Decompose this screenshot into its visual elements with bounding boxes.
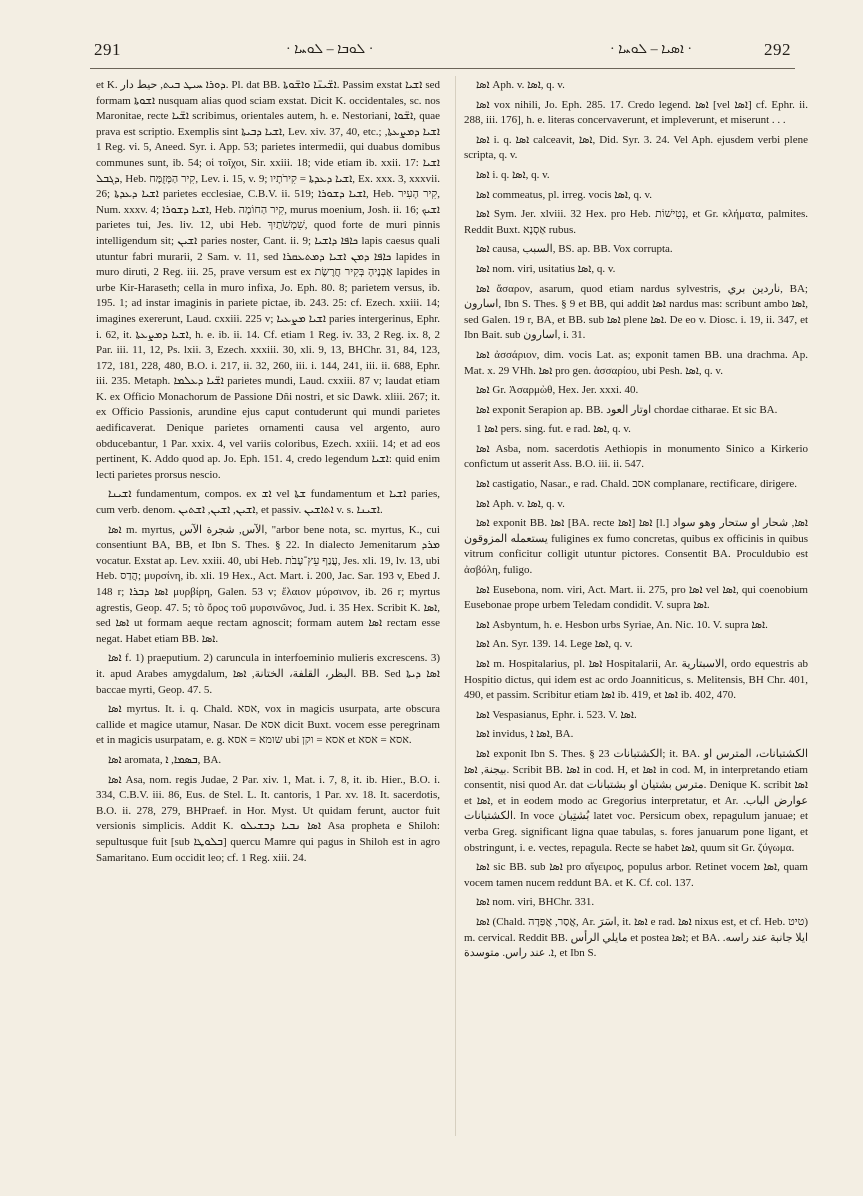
column-divider: [455, 76, 456, 1136]
entry-paragraph: ܐܣܐ Vespasianus, Ephr. i. 523. V. ܐܣܐ.: [476, 708, 637, 721]
entry-paragraph: ܐܣܐ nom. viri, usitatius ܐܣܐ, q. v.: [476, 262, 616, 275]
entry-paragraph: ܐܣܐ causa, السبب, BS. ap. BB. Vox corrupta.: [476, 243, 673, 256]
entry-paragraph: ܐܣܐ m. myrtus, الآس, شجرة الآس, "arbor bene nota, sc. myrtus, K., cui consentiunt BA, BB, et Ibn S. Thes. § 22. In dialecto Jemenitarum ܡܪܕ vocatur. Exstat ap. Lev. xxiii. 40, ubi Heb. עֲנַף עֵץ־עָבֹת, Jes. xli. 19, lv. 13, ubi Heb. הֲדַס; μυρσίνη, ib. xli. 19 Hex., Act. Mart. i. 200, Jac. Sar. 193 v, Ebed J. 148 r; ܐܣܐ ܕܒܪܐ μυρβίρη, Galen. 53 v; ἔλαιον μύρσινον, ib. 26 r; myrtus agrestis, Geop. 47. 5; τὸ ὄρος τοῦ μυρσινῶνος, Jud. i. 35 Hex. Scribit K. ܐܣܐ, sed ܐܣܐ ut formam aeque rectam agnoscit; formam autem ܐܣܐ rectam esse negat. Habet etiam BB. ܐܣܐ.: [96, 523, 441, 645]
entry-paragraph: ܐܣܐ castigatio, Nasar., e rad. Chald. אסב complanare, rectificare, dirigere.: [476, 478, 798, 491]
entry-paragraph: ܐܣܐ myrtus. It. i. q. Chald. אסא, vox in magicis usurpata, arte obscura callide et magice utamur, Nasar. De אסא dicit Buxt. vocem esse peregrinam et in magicis usurpatam, e. g. שומא = אסא ubi אסא = וקן et אסא = אסא.: [96, 703, 440, 747]
header-rule: [90, 68, 795, 69]
entry-paragraph: ܐܫܝܢܐ fundamentum, compos. ex ܐܫ vel ܫܬܐ fundamentum et ܐܫܝܐ paries, cum verb. denom. ܐܫܝܢ, ܐܫܝܢ, ܐܫܬܝܢ, et passiv. ܐܬܐܫܝܢ v. s. ܐܫܝܢܐ.: [96, 488, 440, 517]
right-running-head: · ܐܣܝܐ – ܠܘܚܐ ·: [610, 42, 693, 57]
entry-paragraph: ܐܣܐ Eusebona, nom. viri, Act. Mart. ii. 275, pro ܐܣܐ vel ܐܣܐ, qui coenobium Eusebonae prope urbem Teledam condidit. V. supra ܐܣܐ.: [464, 583, 808, 612]
entry-paragraph: ܐܣܐ exponit Ibn S. Thes. § 23 الكشتبانات; it. BA. الكشتبانات، المترس او بيجنة, ܐܣܐ. Scribit BB. ܐܣܐ in cod. H, et ܐܣܐ in cod. M, in interpretando etiam consentit, nisi quod Ar. dat مترس بشتيان او بشتبانات. Denique K. scribit ܐܣܐ et ܐܣܐ, et in eodem modo ac Gregorius interpretatur, et Ar. عوارض الباب. الكشتبانات. In voce بُشتِبان latet voc. Persicum obex, repagulum januae; et verba Greg. significant ligna quae tabulas, s. fores januarum pone ligant, et obstringunt, i. e. vectes, repagula. Recte se habet ܐܣܐ, quum sit Gr. ζύγωμα.: [464, 747, 809, 854]
entry-paragraph: ܐܣܐ Gr. Ἀσαρμὼθ, Hex. Jer. xxxi. 40.: [476, 384, 639, 397]
left-page-number: 291: [94, 40, 121, 59]
entry-paragraph: ܐܣܐ exponit BB. ܐܣܐ [BA. recte ܐܣܐ] ܐܣܐ [l.] ܐܣܐ, شحار او ستحار وهو سواد يستعمله المزوقون fuligines ex fumo concretas, quibus ex officinis in quibus vitrum conficitur colligit utuntur pictores. Consentit BA. Proculdubio est ἀσβόλη, fuligo.: [464, 517, 808, 577]
entry-paragraph: ܐܣܐ commeatus, pl. irreg. vocis ܐܣܐ, q. v.: [476, 188, 652, 201]
entry-paragraph: et K. ܕܘܪܐ ܚܝܛ ܒܝܬ, حيط دار. Pl. dat BB. ܐܫ̈ܝܢ̈ܐ ܘܐܫ̈ܘܬܐ. Passim exstat ܐܫܝܐ sed formam ܐܫܘܬܐ nusquam alias quod sciam exstat. Dicit K. occidentales, sc. nos Maronitae, recte ܐܫ̈ܝܐ scribimus, orientales autem, h. e. Nestoriani, ܐܫ̈ܘܐ, quae prava est scriptio. Exemplis sint ܐܫܝܐ ܕܒܝܬܐ, Lev. xiv. 37, 40, etc.; ܐܫܝܐ ܕܡܨܥܬܐ, 1 Reg. vi. 5, Aneed. Syr. i. App. 53; parietes intermedii, qui duabus domibus communes sunt, ib. 54; οἱ τοῖχοι, Sir. xxiii. 18; vide etiam ib. xxii. 17: ܐܫܝܐ ܕܓܒܠ, Heb. קִיר הַמְּזֻמָּח, Lev. i. 15, v. 9; ܐܫܝܐ ܕܥܕܬܐ = קִירֹתָיו, Ex. xxx. 3, xxxvii. 26; ܐܫܝܐ ܕܥܕܬܐ parietes ecclesiae, C.B.V. ii. 519; ܐܫܝܐ ܕܫܘܪܐ, Heb. קִיר הָעִיר, Num. xxxv. 4; ܐܫܝܐ ܕܫܘܪܐ, Heb. קִיר הַחוֹמָה, murus moenium, Josh. ii. 16; ܐܫܝܟ parietes tui, Jes. liv. 12, ubi Heb. שִׁמְשֹׁתַיִךְ, quod forte de muri pinnis intelligendum sit; ܐܫܝܢ paries noster, Cant. ii. 9; ܟܐܦܐ ܕܐܫܝܐ lapis caesus quali utuntur fabri murarii, 2 Sam. v. 11, sed ܟܐܦܐ ܕܡܢ ܐܫܝܐ ܕܡܬܥܩܪܐ lapides in muro diruti, 2 Reg. iii. 25, prave versum est ex אַבְנֶיהָ בְּקִיר חֲרֶשֶׂת lapides in urbe Kir-Haraseth; cella in muro infixa, Jo. Eph. 80. 8; parietem versus, ib. 195. 1; ad instar imaginis in pariete pictae, ib. 243. 25: cf. Ezech. xxiii. 14; imagines exererunt, Laud. cxxiii. 225 v; ܐܫܝܐ ܡܨܥܝܐ paries intergerinus, Ephr. i. 62, it. ܐܫܝܐ ܕܡܨܥܬܐ, h. e. ib. ii. 14. Cf. etiam 1 Reg. iv. 33, 2 Reg. ix. 8, 2 Par. iii. 11, 12, Ps. lxii. 3, Ezech. xxxiii. 30, xli. 9, 13, BHChr. 31, 84, 123, 172, 181, 228, 480, B.O. i. 217, ii. 32, 260, iii. i. 144, 241, iii. ii. 688, Ephr. iii. 235. Metaph. ܐܫ̈ܝܐ ܕܥܠܡܐ parietes mundi, Laud. cxxiii. 87 v; laudat etiam K. ex Officio Monachorum de Passione Dñi nostri, et sic Dawk. xliii. 267; it. ex Officio Passionis, arundine ejus caput contuderunt qui mundi parietes aedificaverat. Denique parietes ornamenti causa vel argento, auro obducebantur, 1 Par. xxix. 4, vel variis coloribus, Ezech. xxiii. 14; et ad eos pertinent, K. Addo quod ap. Jo. Eph. 151. 4, credo legendum ܐܫܝܐ: quid enim lecti parietes prorsus nescio.: [96, 79, 441, 481]
entry-paragraph: ܐܣܐ sic BB. sub ܐܣܐ pro αἴγειρος, populus arbor. Retinet vocem ܐܣܐ, quam vocem tamen nucem reddunt BA. et K. Cf. col. 137.: [464, 861, 808, 889]
entry-paragraph: ܐܣܐ An. Syr. 139. 14. Lege ܐܣܐ, q. v.: [476, 638, 633, 651]
left-column: [96, 78, 440, 870]
entry-paragraph: ܐܣܐ i. q. ܐܣܐ calceavit, ܐܣܐ, Did. Syr. 3. 24. Vel Aph. ejusdem verbi plene scripta, q. v.: [464, 133, 808, 162]
entry-paragraph: ܐܣܐ Sym. Jer. xlviii. 32 Hex. pro Heb. נְטִישׁוֹת, et Gr. κλήματα, palmites. Reddit Buxt. אַסְנָא rubus.: [464, 208, 808, 236]
entry-paragraph: ܐܣܐ Asba, nom. sacerdotis Aethiopis in monumento Sinico a Kirkerio confictum ut asserit Ass. B.O. iii. ii. 547.: [464, 442, 808, 471]
entry-paragraph: ܐܣܐ Asa, nom. regis Judae, 2 Par. xiv. 1, Mat. i. 7, 8, it. ib. Hier., B.O. i. 334, C.B.V. iii. 86, Eus. de Stel. L. It. cantoris, 1 Par. xv. 18. It. sacerdotis, B.O. ii. 278, 279, BHPraef. in Hor. Myst. Ut quidam ferunt, auctor fuit versionis simplicis. Addit K. ܐܣܐ ܢܒܝܐ ܕܒܫܝܠܘ Asa propheta e Shiloh: sepultusque fuit [sub ܒܠܘܛܐ] quercu Mamre qui pagus in Shiloh est in agro Samaritano. Eum occidit leo; cf. 1 Reg. xiii. 24.: [96, 773, 440, 864]
right-column: [464, 78, 808, 966]
left-running-head: · ܠܘܒܐ – ܠܘܚܐ ·: [286, 42, 374, 57]
entry-paragraph: ܐܣܐ invidus, ܐܣܐ ܐ, BA.: [476, 728, 574, 741]
entry-paragraph: ܐܣܐ aromata, ܒܣܡܐ, ܐ, BA.: [108, 753, 222, 766]
entry-paragraph: ܐܣܐ m. Hospitalarius, pl. ܐܣܐ Hospitalarii, Ar. الاسبتارية, ordo equestris ab Hospitio dictus, qui idem est ac ordo Joanniticus, s. Melitensis, BH Chr. 401, 490, et passim. Scribitur etiam ܐܣܐ ib. 419, et ܐܣܐ ib. 402, 470.: [464, 658, 808, 702]
right-page-number: 292: [764, 40, 791, 59]
entry-paragraph: ܐܣܐ i. q. ܐܣܐ, q. v.: [476, 168, 550, 181]
entry-paragraph: ܐܣܐ ἄσαρον, asarum, quod etiam nardus sylvestris, ناردين بري, BA; اسارون, Ibn S. Thes. § 9 et BB, qui addit ܐܣܐ nardus mas: scribunt ambo ܐܣܐ, sed Galen. 19 r, BA, et BB. sub ܐܣܐ plene ܐܣܐ. De eo v. Diosc. i. 19, ii. 347, et Ibn Bait. sub اسارون, i. 31.: [464, 282, 809, 342]
entry-paragraph: ܐܣܐ Asbyntum, h. e. Hesbon urbs Syriae, An. Nic. 10. V. supra ܐܣܐ.: [476, 618, 768, 631]
entry-paragraph: ܐܣܐ exponit Serapion ap. BB. اوتار العود chordae citharae. Et sic BA.: [476, 403, 778, 416]
entry-paragraph: ܐܣܐ ἀσσάριον, dim. vocis Lat. as; exponit tamen BB. una drachma. Ap. Mat. x. 29 VHh. ܐܣܐ pro gen. ἀσσαρίου, ubi Pesh. ܐܣܐ, q. v.: [464, 348, 808, 377]
entry-paragraph: ܐܣܐ nom. viri, BHChr. 331.: [476, 896, 595, 909]
entry-paragraph: ܐܣܐ f. 1) praeputium. 2) caruncula in interfoeminio mulieris excrescens. 3) it. apud Arabes amygdalum, البظر، القلفة، الختانة, ܐܣܐ. BB. Sed ܐܣܐ ܕܝܬܐ baccae myrti, Geop. 47. 5.: [96, 652, 440, 696]
entry-paragraph: ܐܣܐ 1 pers. sing. fut. e rad. ܐܣܐ, q. v.: [476, 423, 631, 436]
page-header: [90, 36, 795, 66]
entry-paragraph: ܐܣܐ (Chald. אֲסַר, אֲפַּדָה, Ar. اسَرَ, it. ܐܣܐ e rad. ܐܣܐ nixus est, et cf. Heb. טיט) m. cervical. Reddit BB. مايلي الرأس et postea ܐܣܐ; et BA. ايلا جانبة عند راسه. ܐ. عند راس. متوسدة, et Ibn S.: [464, 915, 809, 960]
entry-paragraph: ܐܣܐ vox nihili, Jo. Eph. 285. 17. Credo legend. ܐܣܐ [vel ܐܣܐ] cf. Ephr. ii. 288, iii. 176], h. e. literas concervaverunt, et impleverunt, et miserunt . . .: [464, 98, 808, 127]
entry-paragraph: ܐܣܐ Aph. v. ܐܣܐ, q. v.: [476, 79, 565, 91]
entry-paragraph: ܐܣܐ Aph. v. ܐܣܐ, q. v.: [476, 497, 565, 510]
